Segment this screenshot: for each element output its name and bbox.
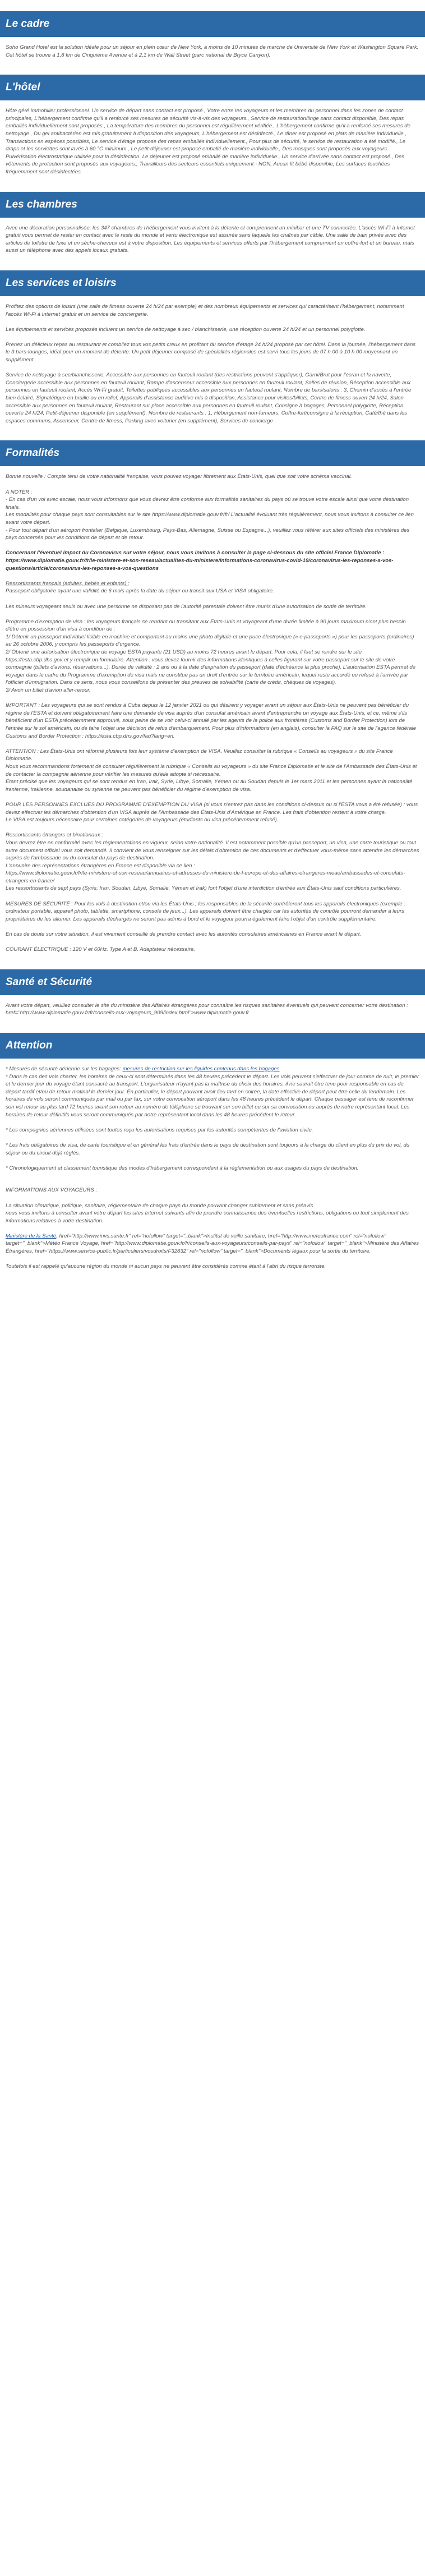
page — [0, 0, 425, 1286]
paragraph: Service de nettoyage à sec/blanchisserie, Accessible aux personnes en fauteuil roulant (des restrictions peuvent s'appliquer), Garni/Brut pour l'écran et la navette, Conciergerie accessible aux personnes en fauteuil roulant, Rampe d'ascenseur accessible aux personnes en fauteuil roulant, Salles de réunion, Réception accessible aux personnes en fauteuil roulant, Accès Wi-Fi gratuit, Toilettes publiques accessibles aux personnes en fauteuil roulant, Nombre de bars/salons : 3, Chemin d'accès à l'entrée bien éclairé, Signalétique en braille ou en relief, Appareils d'assistance auditive mis à disposition, Assistance pour visites/billets, Centre de fitness ouvert 24 h/24, Salon accessible aux personnes en fauteuil roulant, Restaurant sur place accessible aux personnes en fauteuil roulant, Consigne à bagages, Personnel polyglotte, Réception ouverte 24 h/24, Petit-déjeuner disponible (en supplément), Nombre de restaurants : 1, Hébergement non-fumeurs, Coffre-fort/consigne à la réception, Café/thé dans les espaces communs, Ascenseur, Centre de fitness, Parking avec voiturier (en supplément), Services de concierge — [6, 372, 412, 424]
paragraph: Avant votre départ, veuillez consulter le site du ministère des Affaires étrangères pour connaître les risques sanitaires éventuels qui peuvent concerner votre destination : href="http://www.diplomatie.gouv.fr/fr/conseils-aux-voyageurs_909/index.html">www.diplomatie.gouv.fr — [6, 1002, 408, 1016]
paragraph: MESURES DE SÉCURITÉ : Pour les vols à destination et/ou via les États-Unis ; les responsables de la sécurité contrôleront tous les appareils électroniques (exemple : ordinateur portable, appareil photo, tablette, smartphone, console de jeux...). Les appareils doivent être chargés car les autorités de contrôle pourront demander à leurs propriétaires de les allumer. Les appareils déchargés ne seront pas admis à bord et le voyageur pourra également faire l'objet d'un contrôle supplémentaire. — [6, 900, 405, 922]
section-body-hotel — [0, 100, 425, 191]
section-title-cadre: Le cadre — [0, 11, 425, 37]
paragraph: IMPORTANT : Les voyageurs qui se sont rendus à Cuba depuis le 12 janvier 2021 ou qui désirent y voyager avant un séjour aux États-Unis ne peuvent pas bénéficier du régime de l'ESTA et doivent obligatoirement faire une demande de visa auprès d'un consulat américain avant d'entreprendre un voyage aux États-Unis, et ce, même s'ils bénéficient d'un ESTA précédemment approuvé, sous peine de se voir celui-ci annulé par les agents de la police aux frontières (Customs and Border Protection) lors de l'entrée sur le sol américain, ou de faire l'objet une décision de refus d'embarquement. Pour plus d'informations (en anglais), consulter la FAQ sur le site de l'agence fédérale Customs and Border Protection : https://esta.cbp.dhs.gov/faq?lang=en. — [6, 702, 417, 739]
paragraph: ATTENTION : Les États-Unis ont réformé plusieurs fois leur système d'exemption de VISA. Veuillez consulter la rubrique « Conseils au voyageurs » du site France Diplomatie. Nous vous recommandons fortement de consulter régulièrement la rubrique « Conseils au voyageurs » du site France Diplomatie et le site de l'Ambassade des États-Unis et de contacter la compagnie aérienne pour vérifier les mesures qu'elle adopte si nécessaire. Étant précisé que les voyageurs qui se sont rendus en Iran, Irak, Syrie, Libye, Somalie, Yémen ou au Soudan depuis le 1er mars 2011 et les personnes ayant la nationalité iranienne, irakienne, soudanaise ou syrienne ne peuvent pas bénéficier du régime d'exemption de visa. — [6, 748, 417, 793]
paragraph: * Chronologiquement et classement touristique des modes d'hébergement correspondent à la réglementation ou aux usages du pays de destination. — [6, 1165, 359, 1171]
section-title-services: Les services et loisirs — [0, 270, 425, 296]
section-body-sante — [0, 995, 425, 1033]
paragraph: POUR LES PERSONNES EXCLUES DU PROGRAMME D'EXEMPTION DU VISA (si vous n'entrez pas dans les conditions ci-dessus ou si l'ESTA vous a été refusée) : vous devez effectuer les démarches d'obtention d'un VISA auprès de l'Ambassade des États-Unis d'Amérique en France. Les frais d'obtention restent à votre charge. Le VISA est toujours nécessaire pour certaines catégories de voyageurs (étudiants ou visa précédemment refusé). — [6, 801, 418, 824]
paragraph: Les mineurs voyageant seuls ou avec une personne ne disposant pas de l'autorité parentale doivent être munis d'une autorisation de sortie de territoire. — [6, 603, 367, 610]
paragraph: * Les frais obligatoires de visa, de carte touristique et en général les frais d'entrée dans le pays de destination sont toujours à la charge du client en plus du prix du vol, du séjour ou du circuit déjà réglés. — [6, 1142, 410, 1156]
paragraph: INFORMATIONS AUX VOYAGEURS : — [6, 1187, 98, 1194]
paragraph: Prenez un délicieux repas au restaurant et combliez tous vos petits creux en profitant du service d'étage 24 h/24 proposé par cet hôtel. Dans la journée, l'hébergement dans le 3 bars-lounges, idéal pour un moment de détente. Un petit déjeuner composé de spécialités régionales est servi tous les jours de 07 h 00 à 10 h 00 moyennant un supplément. — [6, 341, 416, 364]
text: . — [279, 1066, 281, 1072]
section-title-chambres: Les chambres — [0, 192, 425, 218]
paragraph: Soho Grand Hotel est la solution idéale pour un séjour en plein cœur de New York, à moins de 10 minutes de marche de Université de New York et Washington Square Park. Cet hôtel se trouve à 1,8 km de Cinquième Avenue et à 2,1 km de Wall Street (parc national de Bryce Canyon). — [6, 44, 419, 58]
paragraph: COURANT ÉLECTRIQUE : 120 V et 60Hz. Type A et B. Adaptateur nécessaire. — [6, 946, 195, 953]
paragraph: En cas de doute sur votre situation, il est vivement conseillé de prendre contact avec les autorités consulaires américaines en France avant le départ. — [6, 931, 362, 938]
paragraph — [6, 1065, 419, 1073]
paragraph: Profitez des options de loisirs (une salle de fitness ouverte 24 h/24 par exemple) et des nombreux équipements et services qui caractérisent l'hébergement, notamment l'accès Wi-Fi à Internet gratuit et un service de conciergerie. — [6, 303, 404, 318]
paragraph: Bonne nouvelle : Compte tenu de votre nationalité française, vous pouvez voyager librement aux États-Unis, quel que soit votre schéma vaccinal. — [6, 473, 352, 480]
text: * Mesures de sécurité aérienne sur les bagages: — [6, 1066, 123, 1072]
paragraph: Les équipements et services proposés incluent un service de nettoyage à sec / blanchisserie, une réception ouverte 24 h/24 et un personnel polyglotte. — [6, 326, 366, 333]
paragraph-subheading: Ressortissants français (adultes, bébés et enfants) : — [6, 580, 130, 587]
paragraph: * Dans le cas des vols charter, les horaires de ceux-ci sont déterminés dans les 48 heures précédent le départ. Les vols peuvent s'effectuer de jour comme de nuit, le premier et le dernier jour du voyage étant consacré au transport. L'organisateur n'ayant pas la maîtrise du choix des horaires, il ne saurait être tenu pour responsable en cas de départ tardif et/ou de retour matinal le dernier jour. En particulier, le départ pouvant avoir lieu tard en soirée, la date effective de départ peut être celle du lendemain. Les horaires de vols seront communiqués par mail ou par fax, sur votre convocation aéroport dans les 48 heures précédent le départ. Chaque passager est tenu de reconfirmer son vol retour au plus tard 72 heures avant son retour au numéro de téléphone se trouvant sur son billet ou sur sa convocation ou auprès de notre représentant local. Les horaires de retour définitifs vous seront communiqués par notre représentant local dans les 48 heures précédent le retour. — [6, 1073, 419, 1118]
paragraph: Hôte géré immobilier professionnel. Un service de départ sans contact est proposé., Votre entre les voyageurs et les membres du personnel dans les zones de contact principales, L'hébergement confirme qu'il a renforcé ses mesures de sécurité vis-à-vis des voyageurs., Service de restauration/linge sans contact disponible, Des repas emballés individuellement sont proposés., La température des membres du personnel est régulièrement vérifiée., L'hébergement confirme qu'il a renforcé ses mesures de nettoyage., Du gel antibactérien est mis gratuitement à disposition des voyageurs, L'hébergement est désinfecté., Le dîner est proposé en plats de manière individuelle., Transactions en espèces possibles, Le service d'étage propose des repas emballés individuellement., Pour plus de sécurité, le service de restauration a été modifié., Le draps et les serviettes sont lavés à 60 °C minimum., Le petit-déjeuner est proposé emballé de manière individuelle., Des masques sont proposés aux voyageurs. Pulvérisation électrostatique utilisée pour la désinfection. Le déjeuner est proposé emballé de manière individuelle., Un service d'arrivée sans contact est proposé., Des vêtements de protection sont proposés aux voyageurs., Travailleurs des secteurs essentiels uniquement - NON, Aucun lit bébé disponible, Les surfaces touchées fréquemment sont désinfectées. — [6, 108, 410, 175]
section-title-formalites: Formalités — [0, 440, 425, 466]
section-body-cadre — [0, 37, 425, 75]
paragraph: A NOTER : — [6, 489, 33, 495]
paragraph: Programme d'exemption de visa : les voyageurs français se rendant ou transitant aux États-Unis et voyageant d'une durée limitée à 90 jours maximum n'ont plus besoin d'être en possession d'un visa à condition de : 1/ Détenir un passeport individuel lisible en machine et comportant au moins une photo digitale et une puce électronique (« e-passeports ») pour les passeports (ordinaires) au 26 octobre 2006, y compris les passeports d'urgence. 2/ Obtenir une autorisation électronique de voyage ESTA payante (21 USD) au moins 72 heures avant le départ. Pour cela, il faut se rendre sur le site https://esta.cbp.dhs.gov et y remplir un formulaire. Attention : vous devez fournir des informations identiques à celles figurant sur votre passeport sur le site de votre compagnie (billets d'avions, réservations...). Durée de validité : 2 ans ou à la date d'expiration du passeport (date d'échéance la plus proche). L'autorisation ESTA permet de voyager dans le cadre du Programme d'exemption de visa mais ne constitue pas un droit d'entrée sur le territoire américain, lequel reste accordé ou refusé à l'arrivée par l'officier d'immigration. Dans ce sens, nous vous conseillons de présenter des preuves de solvabilité (carte de crédit, chèques de voyages). 3/ Avoir un billet d'avion aller-retour. — [6, 618, 416, 694]
paragraph: Toutefois il est rappelé qu'aucune région du monde ni aucun pays ne peuvent être considérés comme étant à l'abri du risque terroriste. — [6, 1263, 326, 1270]
paragraph: Les modalités pour chaque pays sont consultables sur le site https://www.diplomatie.gouv.fr/fr/ L'actualité évoluant très régulièrement, nous vous invitons à consulter ce lien avant votre départ. — [6, 512, 414, 526]
paragraph: * Les compagnies aériennes utilisées sont toutes reçu les autorisations requises par les autorités compétentes de l'aviation civile. — [6, 1126, 313, 1133]
paragraph: La situation climatique, politique, sanitaire, réglementaire de chaque pays du monde pouvant changer subitement et sans préavis nous vous invitons à consulter avant votre départ les sites Internet suivants afin de prendre connaissance des éventuelles restrictions, obligations ou tout simplement des informations relatives à votre destination. — [6, 1202, 409, 1224]
paragraph — [6, 1232, 419, 1255]
section-title-hotel: L'hôtel — [0, 75, 425, 100]
paragraph: Ressortissants étrangers et binationaux : Vous devrez être en conformité avec les réglementations en vigueur, selon votre nationalité. Il est notamment possible qu'un passeport, un visa, une carte touristique ou tout autre document officiel vous soit demandé. Il convient de vous renseigner sur les délais d'obtention de ces documents et d'effectuer vous-même sans attendre les démarches auprès de l'ambassade ou du consulat du pays de destination. L'annuaire des représentations étrangères en France est disponible via ce lien : https://www.diplomatie.gouv.fr/fr/le-ministere-et-son-reseau/annuaires-et-adresses-du-ministere-de-l-europe-et-des-affaires-etrangeres-meae/ambassades-et-consulats-etrangers-en-france/ Les ressortissants de sept pays (Syrie, Iran, Soudan, Libye, Somalie, Yémen et Irak) font l'objet d'une interdiction d'entrée aux États-Unis sauf conditions particulières. — [6, 832, 419, 892]
paragraph: Avec une décoration personnalisée, les 347 chambres de l'hébergement vous invitent à la détente et comprennent un minibar et une TV connectée. L'accès Wi-Fi à Internet gratuit vous permet de rester en contact avec le reste du monde et vertu électronique est assurée sans laquelle les chaînes par câble. Une salle de bain privée avec des articles de toilette de luxe et un sèche-cheveux est à votre disposition. Les équipements et services offerts par l'hébergement comprennent un coffre-fort et un bureau, mais aussi un téléphone avec des appels locaux gratuits. — [6, 224, 415, 254]
paragraph: - Pour tout départ d'un aéroport frontalier (Belgique, Luxembourg, Pays-Bas, Allemagne, Suisse ou Espagne...), veuillez vous référer aux sites officiels des ministères des pays concernés pour les conditions de départ et de retour. — [6, 527, 410, 541]
paragraph-important: Concernant l'éventuel impact du Coronavirus sur votre séjour, nous vous invitons à consulter la page ci-dessous du site officiel France Diplomatie : https://www.diplomatie.gouv.fr/fr/le-ministere-et-son-reseau/actualites-du-ministere/informations-coronavirus-covid-19/coronavirus-les-reponses-a-vos-questions/article/coronavirus-les-reponses-a-vos-questions — [6, 550, 394, 572]
section-body-services — [0, 296, 425, 441]
section-body-chambres — [0, 218, 425, 270]
section-body-formalites — [0, 466, 425, 969]
paragraph: - En cas d'un vol avec escale, nous vous informons que vous devrez être conforme aux formalités sanitaires du pays où se trouve votre escale ainsi que votre destination finale. — [6, 496, 409, 510]
section-title-attention: Attention — [0, 1033, 425, 1059]
section-title-sante: Santé et Sécurité — [0, 969, 425, 995]
paragraph: Passeport obligatoire ayant une validité de 6 mois après la date du séjour ou transit aux USA et VISA obligatoire. — [6, 588, 274, 595]
liquids-restriction-link[interactable]: mesures de restriction sur les liquides contenus dans les bagages — [122, 1066, 280, 1072]
text: , href="http://www.invs.sante.fr" rel="nofollow" target="_blank">Institut de veille sanitaire, href="http://www.meteofrance.com" rel="nofollow" target="_blank">Météo France Voyage, href="http://www.diplomatie.gouv.fr/fr/conseils-aux-voyageurs/conseils-par-pays" rel="nofollow" target="_blank">Ministère des Affaires Étrangères, href="https://www.service-public.fr/particuliers/vosdroits/F32832" rel="nofollow" target="_blank">Documents légaux pour la sortie du territoire. — [6, 1232, 419, 1255]
ministere-sante-link[interactable]: Ministère de la Santé — [6, 1232, 57, 1239]
section-body-attention — [0, 1059, 425, 1286]
